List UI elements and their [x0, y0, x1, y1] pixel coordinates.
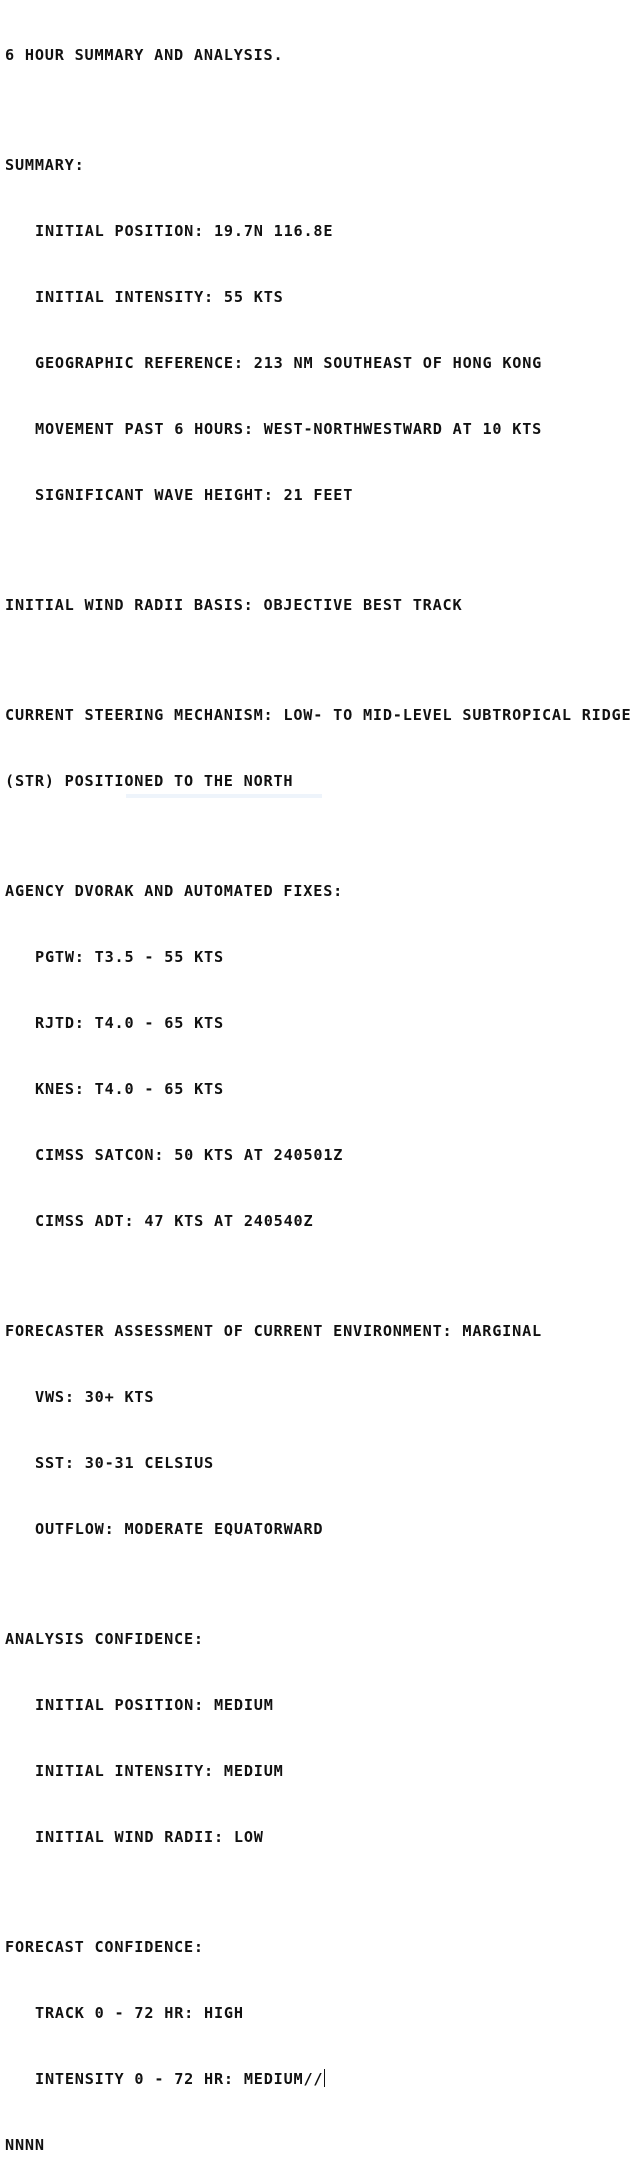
text-cursor — [324, 2069, 325, 2087]
forecast-confidence-heading: FORECAST CONFIDENCE: — [5, 1938, 204, 1956]
bulletin-text[interactable] — [5, 0, 631, 2178]
summary-movement: MOVEMENT PAST 6 HOURS: WEST-NORTHWESTWARD AT 10 KTS — [35, 420, 543, 438]
fix-pgtw: PGTW: T3.5 - 55 KTS — [35, 948, 224, 966]
environment-sst: SST: 30-31 CELSIUS — [35, 1454, 214, 1472]
summary-wave-height: SIGNIFICANT WAVE HEIGHT: 21 FEET — [35, 486, 354, 504]
analysis-confidence-position: INITIAL POSITION: MEDIUM — [35, 1696, 274, 1714]
environment-heading: FORECASTER ASSESSMENT OF CURRENT ENVIRONMENT: MARGINAL — [5, 1322, 542, 1340]
fix-cimss-adt: CIMSS ADT: 47 KTS AT 240540Z — [35, 1212, 314, 1230]
environment-outflow: OUTFLOW: MODERATE EQUATORWARD — [35, 1520, 324, 1538]
summary-initial-intensity: INITIAL INTENSITY: 55 KTS — [35, 288, 284, 306]
wind-radii-basis: INITIAL WIND RADII BASIS: OBJECTIVE BEST TRACK — [5, 596, 463, 614]
analysis-confidence-intensity: INITIAL INTENSITY: MEDIUM — [35, 1762, 284, 1780]
summary-heading: SUMMARY: — [5, 156, 85, 174]
end-marker: NNNN — [5, 2136, 45, 2154]
summary-geographic-reference: GEOGRAPHIC REFERENCE: 213 NM SOUTHEAST OF HONG KONG — [35, 354, 543, 372]
summary-initial-position: INITIAL POSITION: 19.7N 116.8E — [35, 222, 334, 240]
fix-knes: KNES: T4.0 - 65 KTS — [35, 1080, 224, 1098]
environment-vws: VWS: 30+ KTS — [35, 1388, 155, 1406]
fix-cimss-satcon: CIMSS SATCON: 50 KTS AT 240501Z — [35, 1146, 344, 1164]
document-title: 6 HOUR SUMMARY AND ANALYSIS. — [5, 46, 284, 64]
bottom-edge-strip — [126, 794, 322, 798]
steering-mechanism-line2: (STR) POSITIONED TO THE NORTH — [5, 772, 294, 790]
steering-mechanism-line1: CURRENT STEERING MECHANISM: LOW- TO MID-LEVEL SUBTROPICAL RIDGE — [5, 706, 632, 724]
forecast-confidence-intensity: INTENSITY 0 - 72 HR: MEDIUM// — [35, 2070, 324, 2088]
forecast-confidence-track: TRACK 0 - 72 HR: HIGH — [35, 2004, 244, 2022]
fix-rjtd: RJTD: T4.0 - 65 KTS — [35, 1014, 224, 1032]
fixes-heading: AGENCY DVORAK AND AUTOMATED FIXES: — [5, 882, 344, 900]
forecast-confidence-intensity-row — [5, 2068, 631, 2090]
analysis-confidence-wind-radii: INITIAL WIND RADII: LOW — [35, 1828, 264, 1846]
analysis-confidence-heading: ANALYSIS CONFIDENCE: — [5, 1630, 204, 1648]
